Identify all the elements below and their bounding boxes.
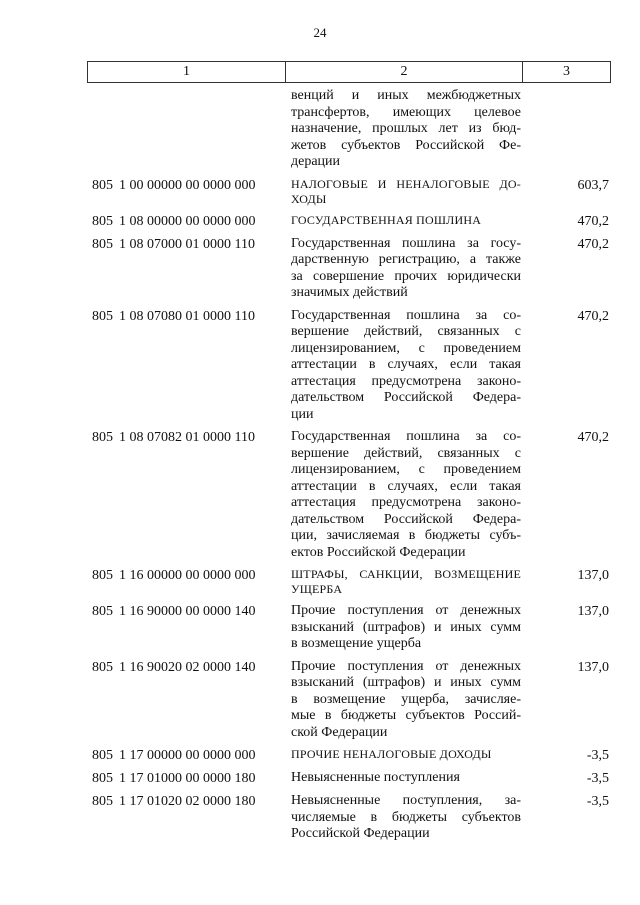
name-line: НАЛОГОВЫЕ И НЕНАЛОГОВЫЕ ДО- [291, 176, 521, 191]
row-name [291, 659, 521, 742]
header-col-3: 3 [563, 64, 570, 79]
row-code-cell [0, 659, 297, 742]
row-name [291, 747, 521, 764]
name-line: лицензированием, с проведением [291, 462, 521, 477]
row-name [291, 236, 521, 302]
name-line: УЩЕРБА [291, 582, 343, 596]
admin-code: 805 [92, 430, 113, 445]
row-code-cell [0, 88, 297, 171]
admin-code: 805 [92, 748, 113, 763]
row-amount: -3,5 [586, 748, 609, 763]
name-line: ПРОЧИЕ НЕНАЛОГОВЫЕ ДОХОДЫ [291, 747, 492, 761]
table-row [0, 770, 640, 787]
table-row [0, 236, 640, 302]
name-line: дательством Российской Федера- [291, 511, 521, 527]
admin-code: 805 [92, 213, 113, 229]
budget-code: 1 08 00000 00 0000 000 [119, 213, 256, 229]
row-code-cell [0, 429, 297, 561]
admin-code: 805 [92, 177, 113, 193]
table-body [0, 88, 640, 849]
name-line: Государственная пошлина за со- [291, 307, 521, 323]
row-name [291, 770, 521, 787]
table-header [87, 61, 611, 83]
admin-code: 805 [92, 568, 113, 583]
row-amount: 137,0 [577, 568, 609, 583]
admin-code: 805 [92, 236, 113, 252]
budget-code: 1 17 01000 00 0000 180 [119, 771, 256, 786]
row-code-cell [0, 213, 297, 230]
budget-code: 1 16 00000 00 0000 000 [119, 568, 256, 583]
row-amount: 603,7 [577, 177, 609, 193]
table-row [0, 177, 640, 207]
row-code-cell [0, 567, 297, 597]
row-code-cell [0, 236, 297, 302]
name-line: взысканий (штрафов) и иных сумм [291, 675, 521, 690]
row-amount: -3,5 [586, 771, 609, 786]
name-line: вершение действий, связанных с [291, 324, 521, 339]
table-row [0, 567, 640, 597]
table-row [0, 88, 640, 171]
name-line: трансфертов, имеющих целевое [291, 104, 521, 120]
admin-code: 805 [92, 604, 113, 619]
table-row [0, 793, 640, 843]
name-line: Невыясненные поступления, за- [291, 793, 521, 808]
row-amount: 470,2 [577, 430, 609, 445]
name-line: лицензированием, с проведением [291, 340, 521, 356]
row-code-cell [0, 770, 297, 787]
row-name [291, 308, 521, 424]
name-line: значимых действий [291, 285, 408, 300]
table-row [0, 659, 640, 742]
name-line: жетов субъектов Российской Фе- [291, 137, 521, 153]
name-line: аттестации в случаях, если такая [291, 357, 521, 372]
admin-code: 805 [92, 659, 113, 675]
name-line: Российской Федерации [291, 826, 430, 841]
budget-code: 1 17 01020 02 0000 180 [119, 794, 256, 809]
name-line: ции, зачисляемая в бюджеты субъ- [291, 528, 521, 543]
name-line: взысканий (штрафов) и иных сумм [291, 619, 521, 635]
name-line: назначение, прошлых лет из бюд- [291, 121, 521, 136]
name-line: ХОДЫ [291, 191, 327, 206]
table-row [0, 603, 640, 653]
budget-code: 1 08 07080 01 0000 110 [119, 308, 255, 324]
row-amount: 470,2 [577, 308, 609, 324]
table-row [0, 429, 640, 561]
name-line: аттестации в случаях, если такая [291, 478, 521, 494]
budget-code: 1 00 00000 00 0000 000 [119, 177, 256, 193]
row-name [291, 603, 521, 653]
row-name [291, 88, 521, 171]
name-line: дерации [291, 154, 341, 169]
name-line: ектов Российской Федерации [291, 544, 466, 560]
name-line: в возмещение ущерба, зачисляе- [291, 691, 521, 707]
table-row [0, 213, 640, 230]
table-row [0, 308, 640, 424]
row-amount: 137,0 [577, 659, 609, 675]
row-amount: 137,0 [577, 604, 609, 619]
row-amount: 470,2 [577, 213, 609, 229]
name-line: ции [291, 406, 314, 422]
budget-code: 1 17 00000 00 0000 000 [119, 748, 256, 763]
row-code-cell [0, 177, 297, 207]
row-code-cell [0, 603, 297, 653]
name-line: аттестация предусмотрена законо- [291, 373, 521, 389]
admin-code: 805 [92, 308, 113, 324]
name-line: ШТРАФЫ, САНКЦИИ, ВОЗМЕЩЕНИЕ [291, 567, 521, 581]
name-line: мые в бюджеты субъектов Россий- [291, 708, 521, 723]
name-line: вершение действий, связанных с [291, 445, 521, 461]
name-line: Прочие поступления от денежных [291, 603, 521, 618]
name-line: числяемые в бюджеты субъектов [291, 809, 521, 825]
row-amount: 470,2 [577, 236, 609, 252]
row-name [291, 213, 521, 230]
row-name [291, 793, 521, 843]
name-line: дарственную регистрацию, а также [291, 252, 521, 267]
budget-code: 1 16 90000 00 0000 140 [119, 604, 256, 619]
name-line: аттестация предусмотрена законо- [291, 495, 521, 510]
header-col-2: 2 [286, 62, 523, 82]
name-line: в возмещение ущерба [291, 636, 422, 651]
name-line: дательством Российской Федера- [291, 390, 521, 405]
row-amount: -3,5 [586, 794, 609, 809]
admin-code: 805 [92, 794, 113, 809]
header-col-1: 1 [88, 62, 286, 82]
name-line: венций и иных межбюджетных [291, 88, 521, 103]
row-code-cell [0, 793, 297, 843]
name-line: Невыясненные поступления [291, 770, 460, 785]
table-row [0, 747, 640, 764]
name-line: за совершение прочих юридически [291, 268, 521, 284]
name-line: Прочие поступления от денежных [291, 658, 521, 674]
admin-code: 805 [92, 771, 113, 786]
budget-code: 1 08 07000 01 0000 110 [119, 236, 255, 252]
budget-code: 1 16 90020 02 0000 140 [119, 659, 256, 675]
name-line: ской Федерации [291, 724, 388, 740]
name-line: Государственная пошлина за госу- [291, 235, 521, 251]
row-code-cell [0, 308, 297, 424]
page-number: 24 [313, 25, 327, 40]
row-name [291, 429, 521, 561]
row-name [291, 177, 521, 207]
name-line: ГОСУДАРСТВЕННАЯ ПОШЛИНА [291, 212, 482, 227]
budget-code: 1 08 07082 01 0000 110 [119, 430, 255, 445]
name-line: Государственная пошлина за со- [291, 429, 521, 444]
row-name [291, 567, 521, 597]
row-code-cell [0, 747, 297, 764]
